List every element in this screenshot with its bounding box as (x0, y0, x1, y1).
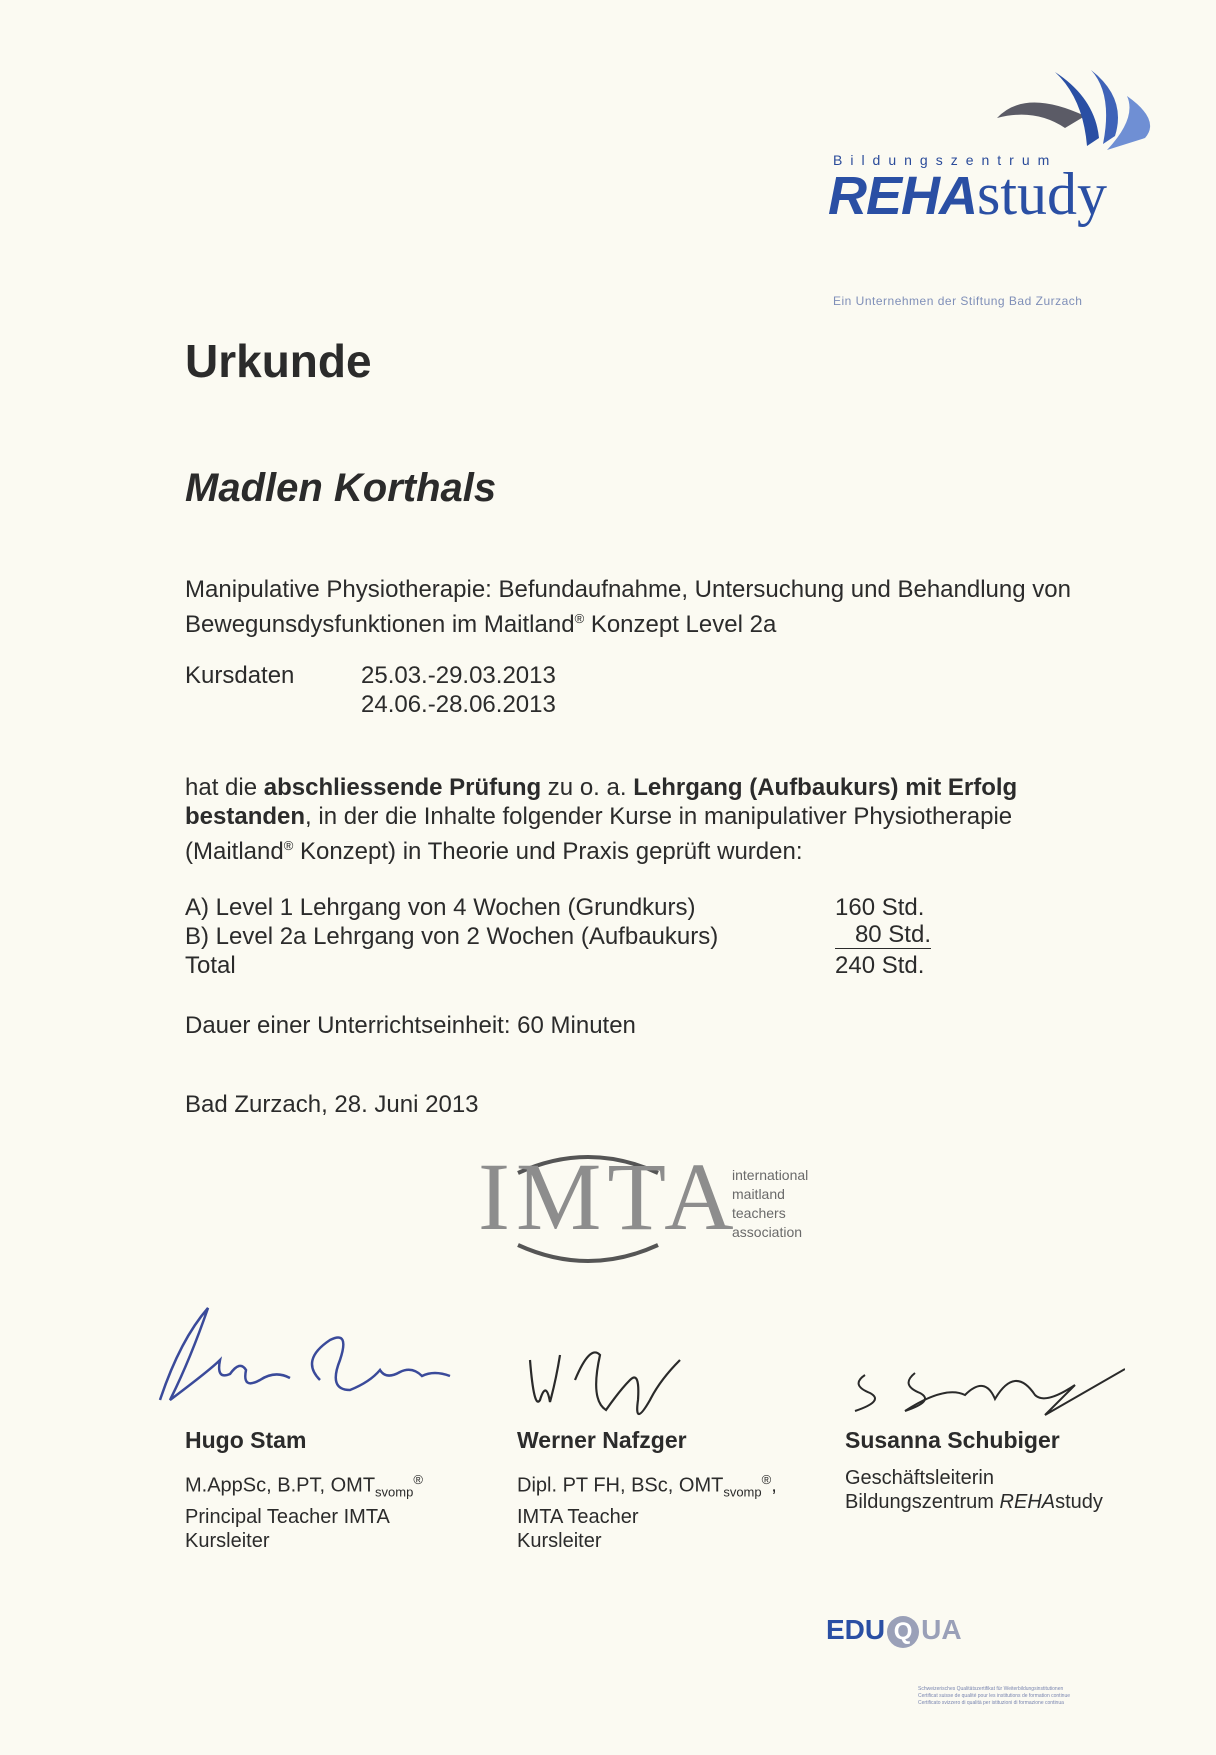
recipient-name: Madlen Korthals (185, 466, 497, 510)
course-description (185, 575, 1145, 639)
statement-line-1 (185, 773, 1145, 802)
signatory-3-org-end: study (1055, 1491, 1103, 1513)
logo-tagline: Ein Unternehmen der Stiftung Bad Zurzach (833, 294, 1083, 308)
hours-label-b: B) Level 2a Lehrgang von 2 Wochen (Aufbaukurs) (185, 923, 719, 950)
statement-bold-3: bestanden (185, 803, 306, 830)
imta-logo (478, 1145, 838, 1265)
statement-bold-1: abschliessende Prüfung (263, 774, 542, 801)
signatory-1-cred-sup: ® (413, 1472, 423, 1487)
dates-label: Kursdaten (185, 662, 295, 689)
signature-werner-nafzger (520, 1340, 720, 1430)
eduqua-fine-3: Certificato svizzero di qualità per istituzioni di formazione continua (918, 1700, 1064, 1706)
logo-subtitle: Bildungszentrum (833, 152, 1058, 168)
imta-line-1: international (732, 1167, 809, 1183)
signatory-2-cred-text: Dipl. PT FH, BSc, OMT (517, 1474, 724, 1497)
signatory-3-role: Geschäftsleiterin (845, 1467, 994, 1489)
imta-letters: IMTA (478, 1143, 740, 1250)
hours-label-total: Total (185, 952, 236, 979)
statement-text-1: hat die (185, 774, 264, 801)
signature-susanna-schubiger (845, 1355, 1125, 1425)
eduqua-part-1: EDU (826, 1614, 886, 1645)
rehastudy-wing-icon (995, 68, 1165, 158)
signatory-3-org-text: Bildungszentrum (845, 1491, 1000, 1513)
registered-mark: ® (574, 611, 585, 626)
eduqua-fine-1: Schweizerisches Qualitätszertifikat für Weiterbildungsinstitutionen (918, 1686, 1064, 1692)
signatory-3-org (845, 1490, 1103, 1514)
signatory-3-name: Susanna Schubiger (845, 1427, 1060, 1453)
eduqua-part-2: Q (887, 1616, 919, 1648)
rehastudy-logo (828, 160, 1107, 229)
place-date: Bad Zurzach, 28. Juni 2013 (185, 1091, 479, 1118)
logo-brand-bold: REHA (828, 166, 978, 226)
signatory-2-cred-sub: svomp (723, 1484, 762, 1500)
statement-line-3 (185, 831, 1145, 866)
signatory-2-cred-sup: ® (761, 1472, 772, 1487)
registered-mark: ® (283, 838, 294, 853)
date-range-1: 25.03.-29.03.2013 (361, 662, 556, 689)
signatory-3-org-italic: REHA (999, 1491, 1056, 1513)
signatory-1-cred-text: M.AppSc, B.PT, OMT (185, 1474, 376, 1497)
imta-line-3: teachers (732, 1205, 786, 1221)
eduqua-fineprint (918, 1686, 1138, 1707)
signatory-1-cred-sub: svomp (375, 1484, 414, 1500)
signatory-1-name: Hugo Stam (185, 1427, 307, 1453)
course-line-2a: Bewegunsdysfunktionen im Maitland (185, 611, 575, 638)
statement-text-2: zu o. a. (541, 774, 634, 801)
hours-value-total: 240 Std. (835, 952, 925, 979)
hours-label-a: A) Level 1 Lehrgang von 4 Wochen (Grundkurs) (185, 894, 696, 921)
eduqua-logo (826, 1614, 962, 1648)
imta-line-2: maitland (732, 1186, 785, 1202)
statement-line-2 (185, 802, 1145, 831)
course-line-2b: Konzept Level 2a (584, 611, 777, 638)
hours-value-b: 80 Std. (835, 922, 931, 949)
eduqua-fine-2: Certificat suisse de qualité pour les institutions de formation continue (918, 1693, 1071, 1699)
signatory-2-role: IMTA Teacher (517, 1505, 639, 1528)
signatory-1-credentials (185, 1468, 423, 1505)
signatory-2-details (517, 1468, 777, 1553)
hours-value-a: 160 Std. (835, 894, 925, 921)
course-line-2 (185, 604, 1145, 639)
imta-line-4: association (732, 1224, 803, 1240)
signatory-1-details (185, 1468, 423, 1553)
signatory-2-name: Werner Nafzger (517, 1427, 687, 1453)
statement-text-4: (Maitland (185, 838, 284, 865)
unit-duration: Dauer einer Unterrichtseinheit: 60 Minuten (185, 1012, 636, 1039)
signatory-2-credentials (517, 1468, 777, 1505)
document-title: Urkunde (185, 335, 372, 387)
statement-bold-2: Lehrgang (Aufbaukurs) mit Erfolg (633, 774, 1018, 801)
signatory-2-cred-comma: , (771, 1474, 777, 1497)
signature-hugo-stam (150, 1300, 460, 1410)
logo-brand-light: study (977, 161, 1108, 227)
signatory-2-function: Kursleiter (517, 1529, 602, 1552)
signatory-3-details (845, 1466, 1103, 1514)
eduqua-part-3: UA (921, 1614, 962, 1645)
date-range-2: 24.06.-28.06.2013 (361, 691, 556, 718)
statement-text-5: Konzept) in Theorie und Praxis geprüft wurden: (293, 838, 803, 865)
statement-text-3: , in der die Inhalte folgender Kurse in manipulativer Physiotherapie (305, 803, 1013, 830)
signatory-1-function: Kursleiter (185, 1529, 270, 1552)
course-line-1: Manipulative Physiotherapie: Befundaufnahme, Untersuchung und Behandlung von (185, 576, 1071, 603)
statement-paragraph (185, 773, 1145, 866)
signatory-1-role: Principal Teacher IMTA (185, 1505, 390, 1528)
